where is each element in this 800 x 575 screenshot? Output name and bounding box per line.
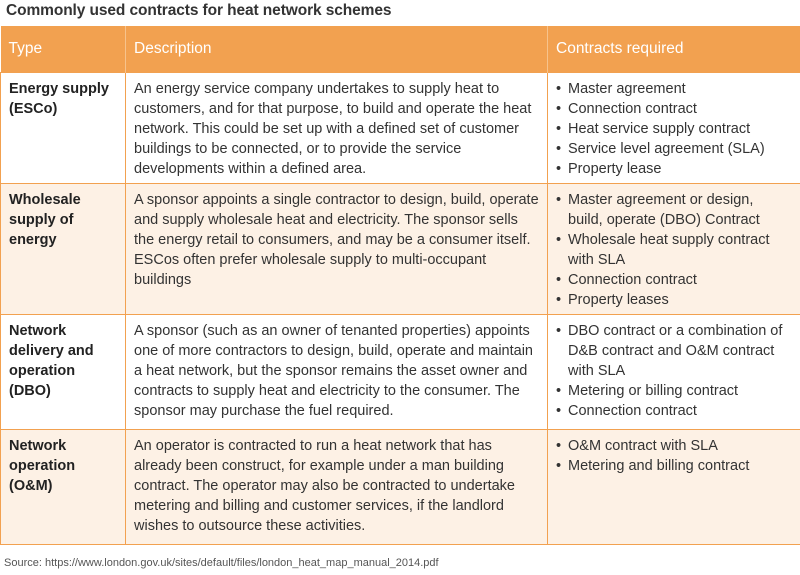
header-description: Description	[126, 26, 548, 73]
list-item: • Heat service supply contract	[556, 119, 792, 139]
row-type: Network delivery and operation (DBO)	[1, 315, 126, 430]
list-item: • Property leases	[556, 290, 792, 310]
list-item: • Connection contract	[556, 401, 792, 421]
list-item: • O&M contract with SLA	[556, 436, 792, 456]
list-item: • Service level agreement (SLA)	[556, 139, 792, 159]
row-contracts	[548, 315, 800, 430]
contracts-list	[556, 321, 792, 421]
row-type: Network operation (O&M)	[1, 430, 126, 545]
row-type: Energy supply (ESCo)	[1, 73, 126, 184]
contracts-table	[0, 26, 800, 545]
row-contracts	[548, 184, 800, 315]
table-row	[1, 315, 800, 430]
row-contracts	[548, 430, 800, 545]
list-item: • Master agreement	[556, 79, 792, 99]
contracts-list	[556, 436, 792, 476]
header-type: Type	[1, 26, 126, 73]
table-row	[1, 73, 800, 184]
source-note: Source: https://www.london.gov.uk/sites/default/files/london_heat_map_manual_2014.pdf	[4, 557, 439, 569]
row-contracts	[548, 73, 800, 184]
row-description: A sponsor (such as an owner of tenanted properties) appoints one of more contractors to design, build, operate and maintain a heat network, but the sponsor remains the asset owner and contracts to supply heat and electricity to the consumer. The sponsor may purchase the fuel required.	[126, 315, 548, 430]
contracts-list	[556, 190, 792, 310]
header-row	[1, 26, 800, 73]
table-row	[1, 430, 800, 545]
table-title: Commonly used contracts for heat network schemes	[6, 2, 392, 19]
row-description: An operator is contracted to run a heat network that has already been construct, for example under a man building contract. The operator may also be contracted to undertake metering and billing and customer services, if the landlord wishes to outsource these activities.	[126, 430, 548, 545]
list-item: • Property lease	[556, 159, 792, 179]
contracts-list	[556, 79, 792, 179]
list-item: • Metering or billing contract	[556, 381, 792, 401]
row-type: Wholesale supply of energy	[1, 184, 126, 315]
list-item: • Master agreement or design, build, operate (DBO) Contract	[556, 190, 792, 230]
list-item: • DBO contract or a combination of D&B contract and O&M contract with SLA	[556, 321, 792, 381]
table-row	[1, 184, 800, 315]
header-contracts: Contracts required	[548, 26, 800, 73]
list-item: • Metering and billing contract	[556, 456, 792, 476]
list-item: • Connection contract	[556, 270, 792, 290]
row-description: A sponsor appoints a single contractor to design, build, operate and supply wholesale heat and electricity. The sponsor sells the energy retail to consumers, and may be a consumer itself. ESCos often prefer wholesale supply to multi-occupant buildings	[126, 184, 548, 315]
list-item: • Connection contract	[556, 99, 792, 119]
row-description: An energy service company undertakes to supply heat to customers, and for that purpose, to build and operate the heat network. This could be set up with a defined set of customer buildings to be connected, or to provide the service developments within a defined area.	[126, 73, 548, 184]
list-item: • Wholesale heat supply contract with SLA	[556, 230, 792, 270]
